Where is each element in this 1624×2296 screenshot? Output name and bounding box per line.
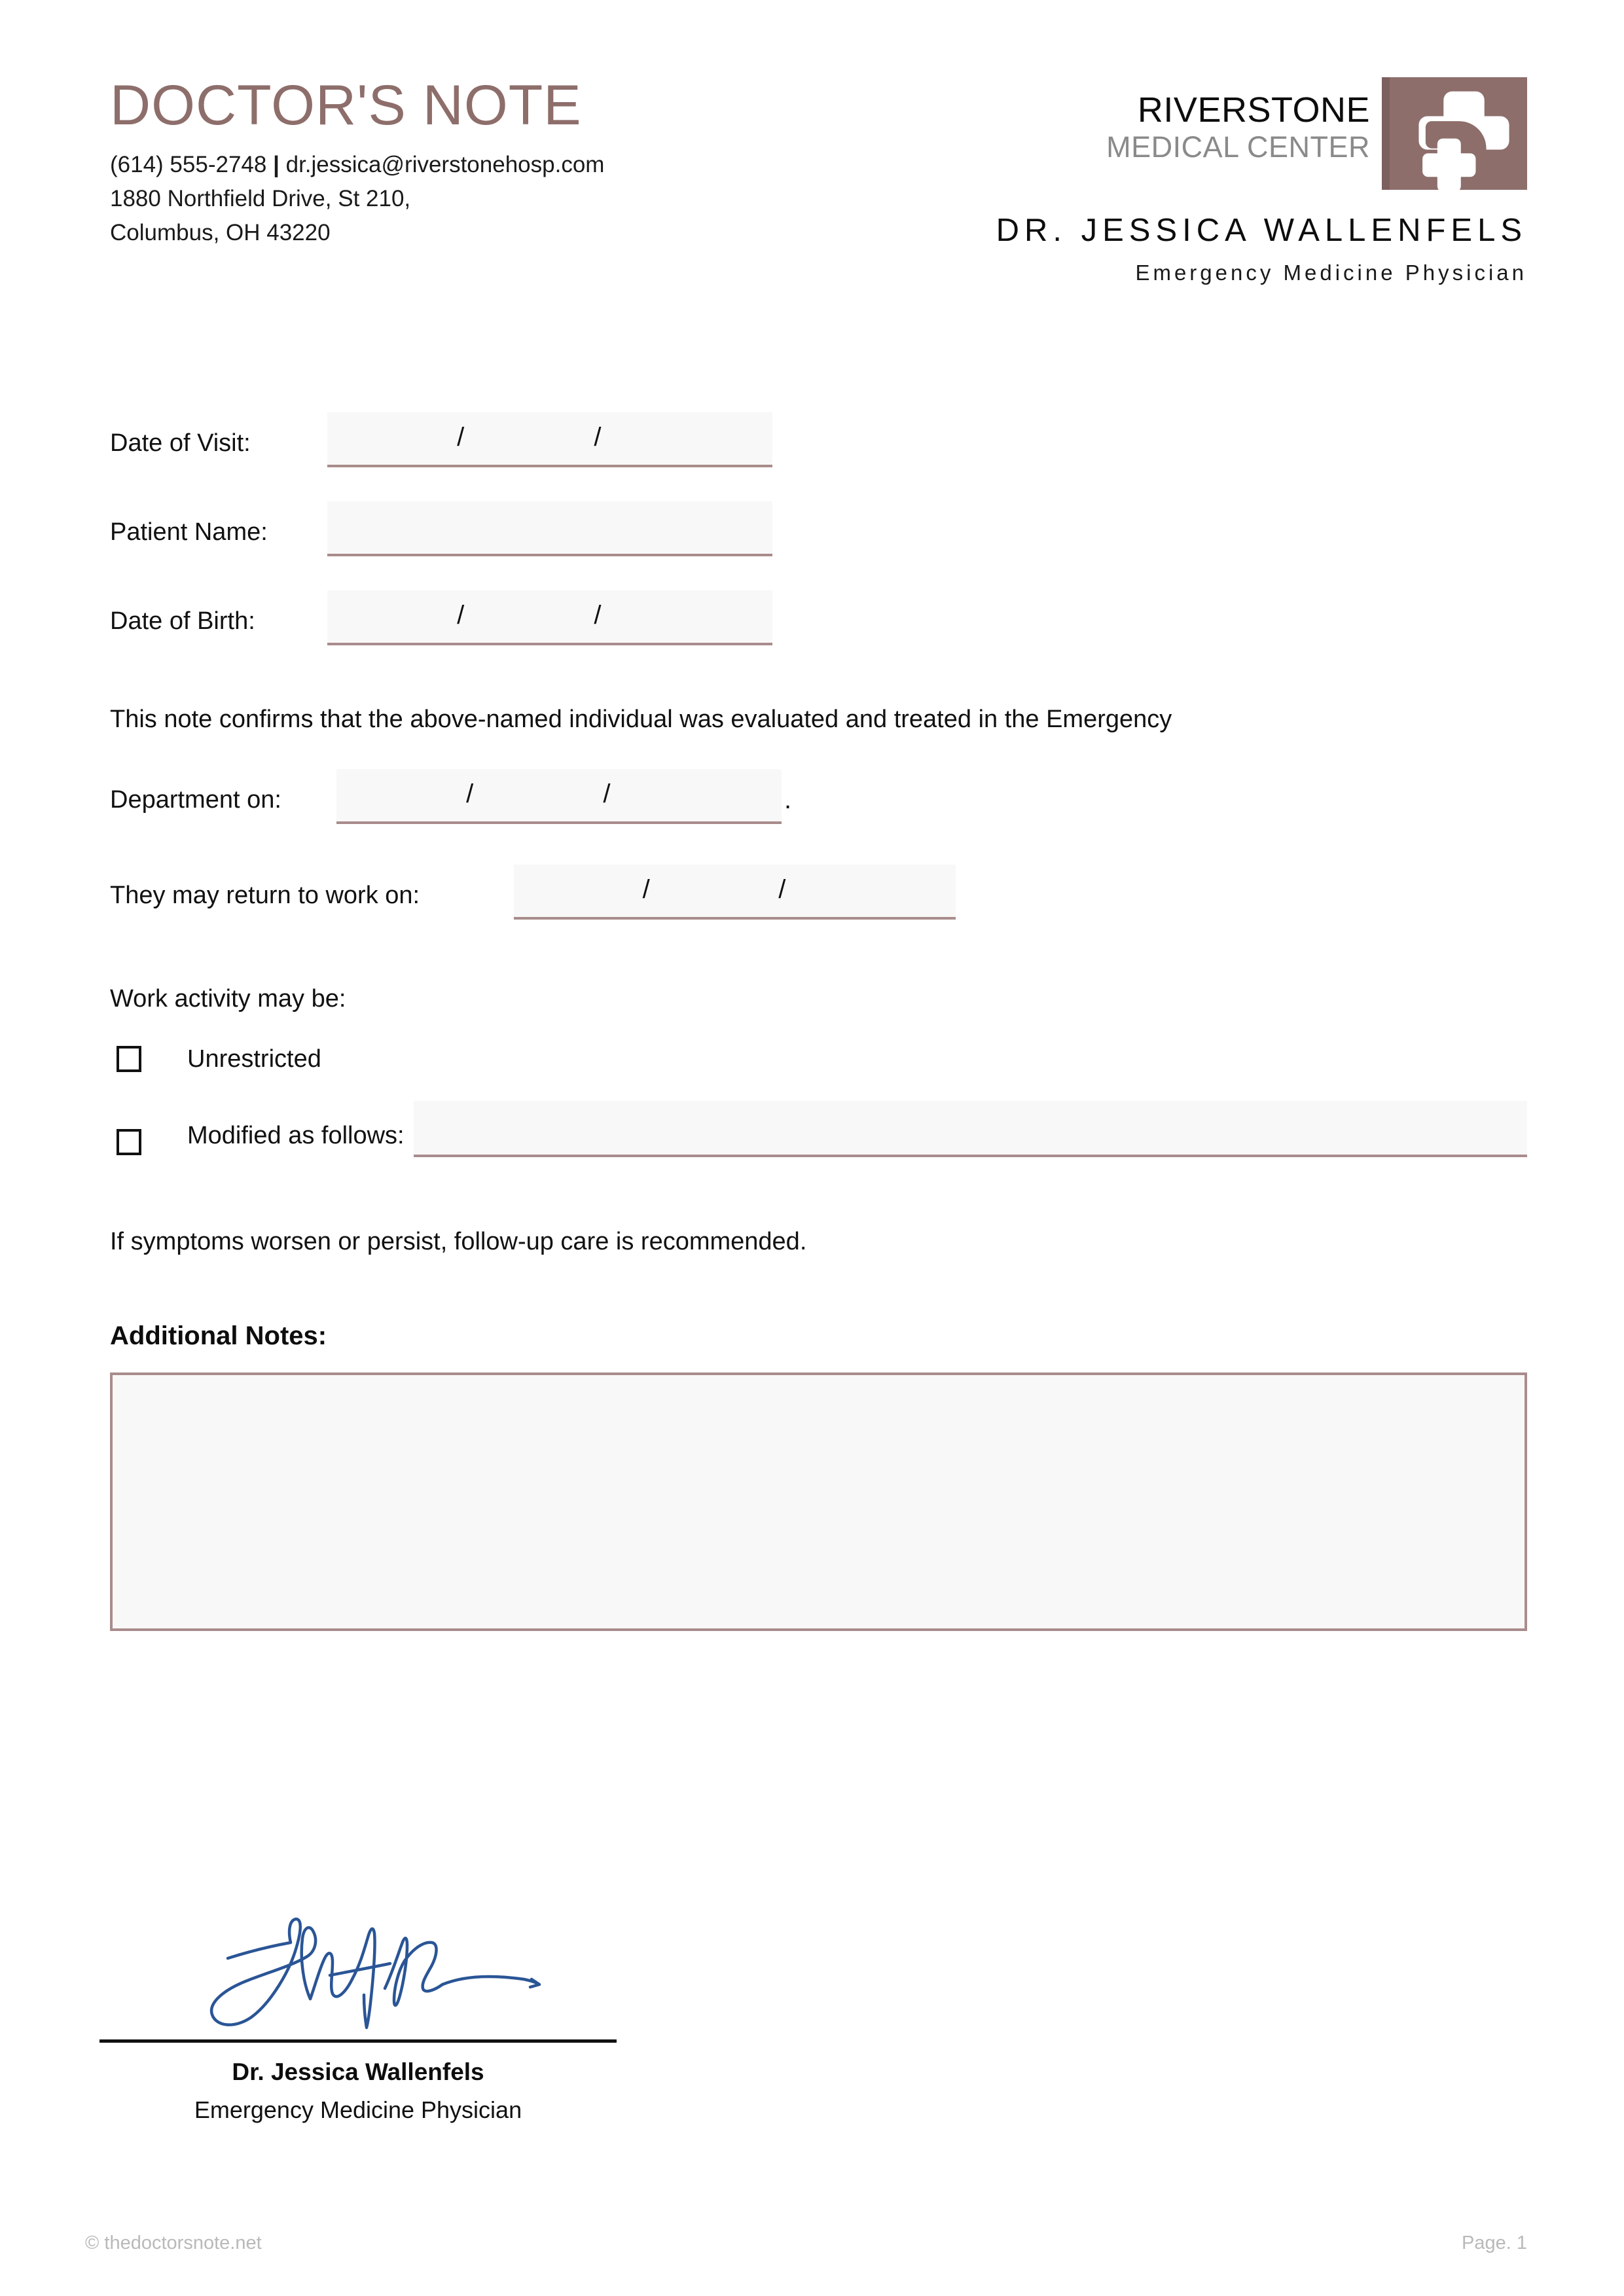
date-of-visit-input[interactable] <box>327 412 772 467</box>
email-text: dr.jessica@riverstonehosp.com <box>285 152 605 177</box>
doctor-name-header: DR. JESSICA WALLENFELS <box>996 213 1527 248</box>
return-to-work-label: They may return to work on: <box>110 881 420 909</box>
department-on-separator-2: / <box>603 779 611 808</box>
department-on-value <box>610 794 782 797</box>
field-row-patient-name <box>110 501 1527 556</box>
confirmation-text: This note confirms that the above-named individual was evaluated and treated in the Emergency <box>110 706 1172 733</box>
field-row-date-of-visit <box>110 412 1527 467</box>
address-line-1: 1880 Northfield Drive, St 210, <box>110 185 411 211</box>
date-of-visit-separator-2: / <box>594 423 602 452</box>
return-to-work-separator-2: / <box>778 874 786 904</box>
date-of-birth-input[interactable] <box>327 590 772 645</box>
contact-phone-email <box>110 148 863 182</box>
option-row-modified[interactable] <box>110 1101 1527 1157</box>
document-header <box>110 74 1527 300</box>
brand-row <box>918 77 1527 190</box>
modified-details-input[interactable] <box>414 1101 1527 1157</box>
phone-text: (614) 555-2748 <box>110 152 267 177</box>
brand-wordmark <box>1106 77 1370 164</box>
signature-role: Emergency Medicine Physician <box>194 2096 522 2123</box>
option-unrestricted-label: Unrestricted <box>187 1045 321 1073</box>
date-of-visit-separator-1: / <box>457 423 465 452</box>
date-of-birth-value <box>601 615 772 618</box>
date-of-birth-separator-1: / <box>457 601 465 630</box>
header-brand-block <box>918 77 1527 285</box>
checkbox-unrestricted[interactable] <box>117 1046 141 1072</box>
work-activity-label: Work activity may be: <box>110 984 346 1013</box>
footer-page-number: Page. 1 <box>1462 2233 1527 2253</box>
checkbox-modified[interactable] <box>117 1129 141 1155</box>
patient-name-input[interactable] <box>327 501 772 556</box>
form-body <box>110 412 1527 1631</box>
footer-copyright: © thedoctorsnote.net <box>85 2233 262 2253</box>
additional-notes-label: Additional Notes: <box>110 1321 327 1350</box>
address-line-2: Columbus, OH 43220 <box>110 219 331 245</box>
signature-name: Dr. Jessica Wallenfels <box>232 2058 484 2085</box>
option-modified-label: Modified as follows: <box>187 1121 405 1149</box>
date-of-birth-separator-2: / <box>594 601 602 630</box>
date-of-visit-label: Date of Visit: <box>110 429 251 457</box>
additional-notes-input[interactable] <box>110 1372 1527 1631</box>
patient-name-label: Patient Name: <box>110 518 268 546</box>
additional-notes-value <box>113 1375 1525 1399</box>
date-of-visit-value <box>601 437 772 440</box>
header-contact-block <box>110 74 863 249</box>
date-of-birth-label: Date of Birth: <box>110 607 255 635</box>
field-row-date-of-birth <box>110 590 1527 645</box>
department-on-input[interactable] <box>336 769 782 824</box>
doctor-role-header: Emergency Medicine Physician <box>1135 260 1527 285</box>
medical-cross-logo-icon <box>1382 77 1527 190</box>
page-title: DOCTOR'S NOTE <box>110 74 582 137</box>
signature-rule <box>99 2039 617 2043</box>
return-to-work-separator-1: / <box>642 874 650 904</box>
signature-block <box>99 1911 617 2122</box>
return-to-work-value <box>785 889 956 892</box>
field-row-department-on <box>110 769 1527 824</box>
brand-subtitle: MEDICAL CENTER <box>1106 130 1370 164</box>
page-footer <box>85 2233 1527 2254</box>
department-on-period: . <box>784 785 792 814</box>
brand-name: RIVERSTONE <box>1137 90 1370 130</box>
signature-image <box>99 1911 617 2036</box>
return-to-work-input[interactable] <box>514 865 956 920</box>
department-on-separator-1: / <box>466 779 474 808</box>
department-on-label: Department on: <box>110 785 281 814</box>
field-row-return-to-work <box>110 865 1527 920</box>
option-row-unrestricted[interactable] <box>110 1046 1527 1072</box>
followup-text: If symptoms worsen or persist, follow-up care is recommended. <box>110 1227 807 1255</box>
contact-separator: | <box>273 152 280 177</box>
